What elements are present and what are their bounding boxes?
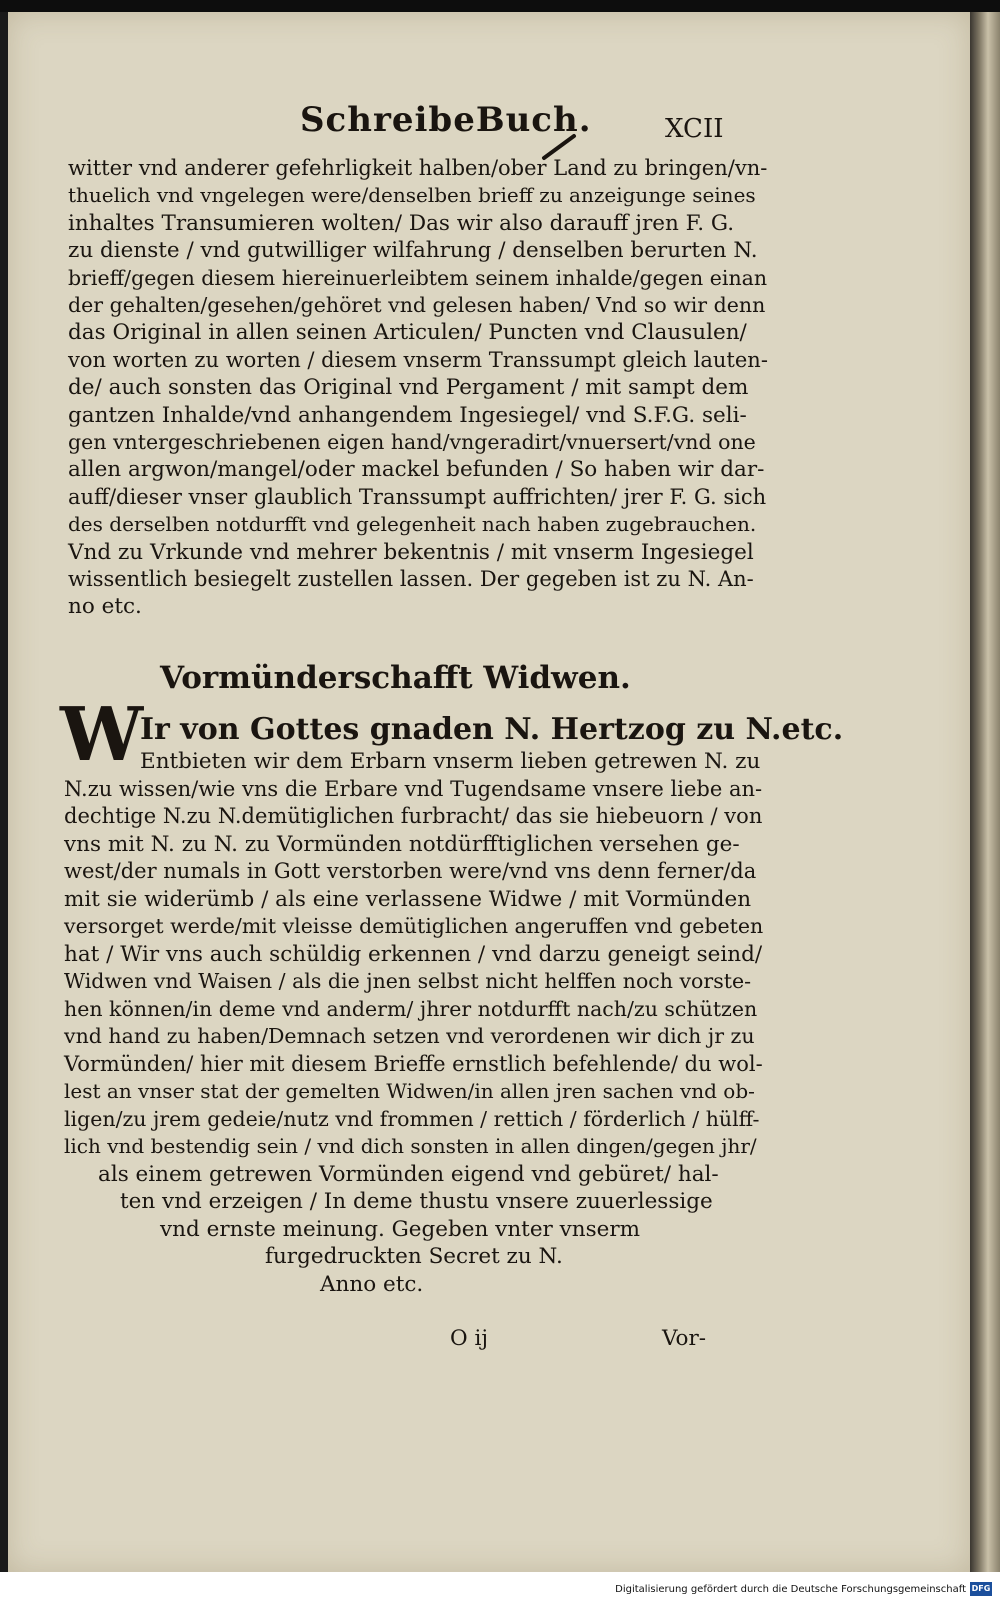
signature-mark: O ij [450, 1326, 489, 1351]
text-line: N.zu wissen/wie vns die Erbare vnd Tugendsame vnsere liebe an- [64, 776, 763, 801]
text-line: ligen/zu jrem gedeie/nutz vnd frommen / rettich / förderlich / hülff- [64, 1106, 760, 1131]
text-line: das Original in allen seinen Articulen/ Puncten vnd Clausulen/ [68, 320, 747, 346]
text-line: Widwen vnd Waisen / als die jnen selbst nicht helffen noch vorste- [64, 969, 752, 993]
text-line: witter vnd anderer gefehrligkeit halben/ober Land zu bringen/vn- [68, 156, 768, 180]
text-line: als einem getrewen Vormünden eigend vnd gebüret/ hal- [98, 1161, 719, 1187]
text-line: der gehalten/gesehen/gehöret vnd gelesen haben/ Vnd so wir denn [68, 293, 766, 317]
text-line: mit sie widerümb / als eine verlassene Widwe / mit Vormünden [64, 886, 752, 912]
book-binding-edge [970, 12, 1000, 1572]
text-line: lest an vnser stat der gemelten Widwen/in allen jren sachen vnd ob- [64, 1079, 755, 1103]
text-line: vnd ernste meinung. Gegeben vnter vnserm [160, 1216, 641, 1242]
text-line: Anno etc. [320, 1271, 424, 1297]
text-line: dechtige N.zu N.demütiglichen furbracht/ das sie hiebeuorn / von [64, 804, 763, 828]
section-title: Vormünderschafft Widwen. [160, 660, 631, 696]
catchword: Vor- [662, 1326, 707, 1351]
text-line: vnd hand zu haben/Demnach setzen vnd verordenen wir dich jr zu [64, 1024, 755, 1048]
text-line: no etc. [68, 594, 142, 620]
text-line: gen vntergeschriebenen eigen hand/vngeradirt/vnuersert/vnd one [68, 430, 756, 454]
footer-credit: Digitalisierung gefördert durch die Deutsche Forschungsgemeinschaft [615, 1584, 966, 1595]
text-line: auff/dieser vnser glaublich Transsumpt auffrichten/ jrer F. G. sich [68, 484, 767, 509]
text-line: lich vnd bestendig sein / vnd dich sonsten in allen dingen/gegen jhr/ [64, 1134, 757, 1158]
text-line: von worten zu worten / diesem vnserm Transsumpt gleich lauten- [68, 347, 768, 372]
text-line: thuelich vnd vngelegen were/denselben brieff zu anzeigunge seines [68, 183, 756, 208]
text-line: hen können/in deme vnd anderm/ jhrer notdurfft nach/zu schützen [64, 996, 758, 1021]
text-line: Entbieten wir dem Erbarn vnserm lieben getrewen N. zu [140, 749, 761, 774]
text-line: hat / Wir vns auch schüldig erkennen / vnd darzu geneigt seind/ [64, 941, 763, 967]
salutation-heading: Ir von Gottes gnaden N. Hertzog zu N.etc. [140, 712, 844, 747]
text-line: versorget werde/mit vleisse demütiglichen angeruffen vnd gebeten [64, 914, 764, 938]
text-line: furgedruckten Secret zu N. [265, 1244, 563, 1269]
text-line: Vormünden/ hier mit diesem Brieffe ernstlich befehlende/ du wol- [64, 1051, 763, 1076]
text-line: ten vnd erzeigen / In deme thustu vnsere zuuerlessige [120, 1189, 713, 1214]
text-line: brieff/gegen diesem hiereinuerleibtem seinem inhalde/gegen einan [68, 265, 768, 290]
text-line: inhaltes Transumieren wolten/ Das wir also darauff jren F. G. [68, 210, 735, 236]
text-line: gantzen Inhalde/vnd anhangendem Ingesiegel/ vnd S.F.G. seli- [68, 402, 747, 428]
decorated-initial: W [60, 692, 144, 778]
folio-number: XCII [665, 114, 724, 144]
running-head: SchreibeBuch. [300, 100, 592, 140]
text-line: Vnd zu Vrkunde vnd mehrer bekentnis / mit vnserm Ingesiegel [68, 539, 754, 565]
text-line: des derselben notdurfft vnd gelegenheit nach haben zugebrauchen. [68, 512, 757, 537]
text-line: vns mit N. zu N. zu Vormünden notdürfftiglichen versehen ge- [64, 831, 740, 857]
text-line: de/ auch sonsten das Original vnd Pergament / mit sampt dem [68, 375, 749, 401]
dfg-logo: DFG [970, 1582, 992, 1596]
text-line: wissentlich besiegelt zustellen lassen. Der gegeben ist zu N. An- [68, 567, 754, 591]
text-line: west/der numals in Gott verstorben were/vnd vns denn ferner/da [64, 859, 757, 883]
scan-border-top [0, 0, 1000, 12]
text-line: zu dienste / vnd gutwilliger wilfahrung / denselben berurten N. [68, 238, 758, 264]
text-line: allen argwon/mangel/oder mackel befunden / So haben wir dar- [68, 457, 765, 483]
